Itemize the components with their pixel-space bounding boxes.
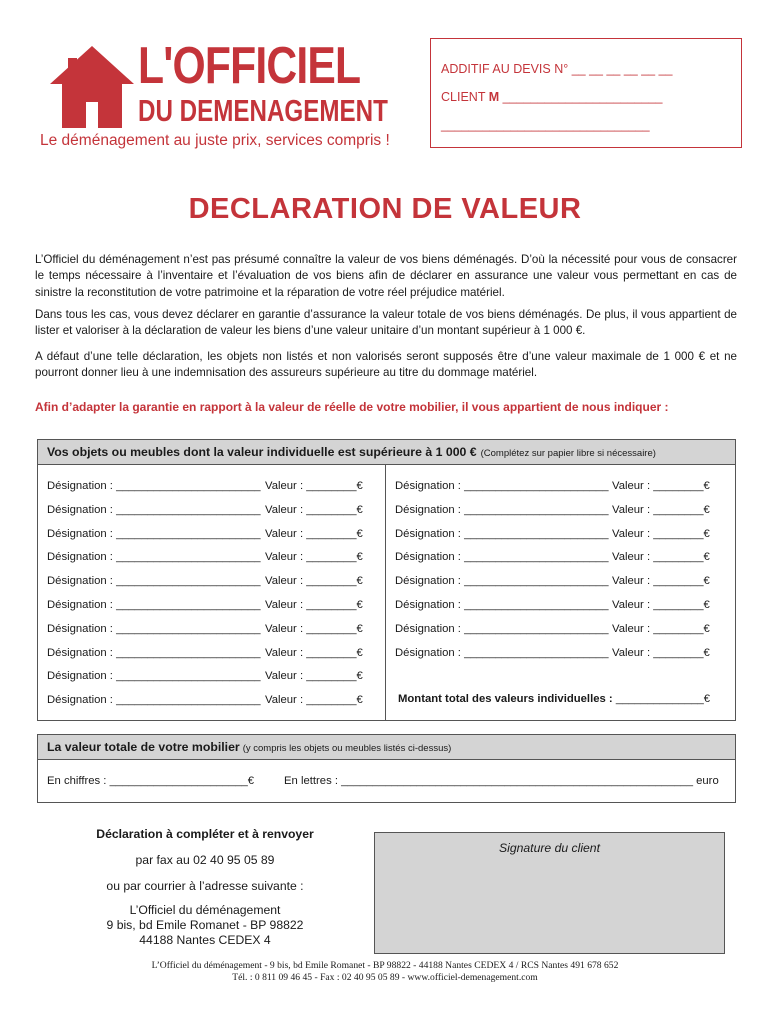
objects-header-note: (Complétez sur papier libre si nécessaire): [480, 448, 656, 459]
left-designation-field[interactable]: Désignation : _______________________: [47, 504, 261, 516]
right-valeur-field[interactable]: Valeur : ________€: [612, 575, 710, 587]
client-extra-field[interactable]: ______________________________: [441, 118, 650, 132]
send-by-mail: ou par courrier à l’adresse suivante :: [106, 879, 304, 893]
amount-digits-field[interactable]: En chiffres : ______________________€: [47, 775, 255, 787]
devis-number-field[interactable]: ADDITIF AU DEVIS N° __ __ __ __ __ __: [441, 62, 673, 76]
right-valeur-field[interactable]: Valeur : ________€: [612, 551, 710, 563]
left-designation-field[interactable]: Désignation : _______________________: [47, 551, 261, 563]
house-icon: [48, 44, 136, 129]
amount-words-field[interactable]: En lettres : ________________________________________________________ euro: [284, 775, 719, 787]
footer-line-2: Tél. : 0 811 09 46 45 - Fax : 02 40 95 05 89 - www.officiel-demenagement.com: [232, 972, 538, 983]
total-value-title: La valeur totale de votre mobilier: [47, 740, 240, 754]
right-valeur-field[interactable]: Valeur : ________€: [612, 647, 710, 659]
left-valeur-field[interactable]: Valeur : ________€: [265, 504, 363, 516]
signature-label: Signature du client: [499, 841, 600, 855]
intro-paragraph: L’Officiel du déménagement n’est pas présumé connaître la valeur de vos biens déménagés. D’où la nécessité pour vous de consacrer le temps nécessaire à l’inventaire et l’évaluation de vos biens afin de déclarer en assurance une valeur vous permettant en cas de sinistre la reconstitution de votre patrimoine et la réparation de votre réel préjudice matériel.: [35, 253, 737, 299]
footer: [0, 960, 770, 984]
objects-header-title: Vos objets ou meubles dont la valeur individuelle est supérieure à 1 000 €: [47, 445, 477, 459]
address-line-1: L’Officiel du déménagement: [129, 903, 281, 917]
total-individual-label: Montant total des valeurs individuelles :: [398, 693, 613, 705]
left-valeur-field[interactable]: Valeur : ________€: [265, 623, 363, 635]
objects-column-divider: [385, 465, 386, 720]
left-designation-field[interactable]: Désignation : _______________________: [47, 575, 261, 587]
left-designation-field[interactable]: Désignation : _______________________: [47, 670, 261, 682]
right-valeur-field[interactable]: Valeur : ________€: [612, 599, 710, 611]
obligation-paragraph: Dans tous les cas, vous devez déclarer en garantie d’assurance la valeur totale de vos biens déménagés. De plus, il vous appartient de lister et valoriser à la déclaration de valeur les biens d’une valeur unitaire d’un montant supérieur à 1 000 €.: [35, 308, 737, 338]
right-valeur-field[interactable]: Valeur : ________€: [612, 528, 710, 540]
left-valeur-field[interactable]: Valeur : ________€: [265, 670, 363, 682]
right-designation-field[interactable]: Désignation : _______________________: [395, 551, 609, 563]
right-designation-field[interactable]: Désignation : _______________________: [395, 623, 609, 635]
client-m: M: [488, 90, 500, 104]
left-designation-field[interactable]: Désignation : _______________________: [47, 480, 261, 492]
address-line-3: 44188 Nantes CEDEX 4: [139, 933, 271, 947]
right-designation-field[interactable]: Désignation : _______________________: [395, 647, 609, 659]
footer-line-1: L’Officiel du déménagement - 9 bis, bd Emile Romanet - BP 98822 - 44188 Nantes CEDEX 4 / RCS Nantes 491 678 652: [151, 960, 619, 971]
right-valeur-field[interactable]: Valeur : ________€: [612, 480, 710, 492]
client-prefix: CLIENT: [441, 90, 489, 104]
left-designation-field[interactable]: Désignation : _______________________: [47, 694, 261, 706]
highlight-text: Afin d’adapter la garantie en rapport à la valeur de réelle de votre mobilier, il vous appartient de nous indiquer :: [35, 400, 669, 414]
page-title: DECLARATION DE VALEUR: [188, 193, 582, 225]
logo-title-line1: L'OFFICIEL: [138, 37, 361, 95]
right-valeur-field[interactable]: Valeur : ________€: [612, 504, 710, 516]
right-designation-field[interactable]: Désignation : _______________________: [395, 599, 609, 611]
signature-box[interactable]: [374, 832, 725, 954]
client-field[interactable]: [441, 90, 663, 104]
left-valeur-field[interactable]: Valeur : ________€: [265, 647, 363, 659]
total-value-table: [37, 734, 736, 803]
left-designation-field[interactable]: Désignation : _______________________: [47, 623, 261, 635]
left-valeur-field[interactable]: Valeur : ________€: [265, 694, 363, 706]
logo-title-line2: DU DEMENAGEMENT: [138, 93, 388, 128]
objects-table-header: [38, 440, 735, 465]
left-designation-field[interactable]: Désignation : _______________________: [47, 528, 261, 540]
client-line: _______________________: [499, 90, 663, 104]
total-individual-field[interactable]: [398, 693, 710, 705]
company-logo: [30, 37, 390, 153]
total-value-header: [38, 735, 735, 760]
devis-box: [430, 38, 742, 148]
right-designation-field[interactable]: Désignation : _______________________: [395, 575, 609, 587]
right-valeur-field[interactable]: Valeur : ________€: [612, 623, 710, 635]
left-designation-field[interactable]: Désignation : _______________________: [47, 599, 261, 611]
left-valeur-field[interactable]: Valeur : ________€: [265, 575, 363, 587]
right-designation-field[interactable]: Désignation : _______________________: [395, 480, 609, 492]
total-individual-line: ______________€: [615, 693, 711, 705]
address-line-2: 9 bis, bd Emile Romanet - BP 98822: [106, 918, 304, 932]
right-designation-field[interactable]: Désignation : _______________________: [395, 504, 609, 516]
right-designation-field[interactable]: Désignation : _______________________: [395, 528, 609, 540]
send-by-fax: par fax au 02 40 95 05 89: [135, 853, 275, 867]
objects-table: [37, 439, 736, 721]
total-value-note: (y compris les objets ou meubles listés ci-dessus): [242, 743, 452, 754]
left-valeur-field[interactable]: Valeur : ________€: [265, 480, 363, 492]
left-valeur-field[interactable]: Valeur : ________€: [265, 528, 363, 540]
send-instructions-title: Déclaration à compléter et à renvoyer: [96, 827, 314, 841]
left-designation-field[interactable]: Désignation : _______________________: [47, 647, 261, 659]
left-valeur-field[interactable]: Valeur : ________€: [265, 551, 363, 563]
default-paragraph: A défaut d’une telle déclaration, les objets non listés et non valorisés seront supposés être d’une valeur maximale de 1 000 € et ne pourront donner lieu à une indemnisation des assureurs supérieure au titre du dommage matériel.: [35, 350, 737, 380]
logo-tagline: Le déménagement au juste prix, services compris !: [40, 132, 390, 149]
left-valeur-field[interactable]: Valeur : ________€: [265, 599, 363, 611]
